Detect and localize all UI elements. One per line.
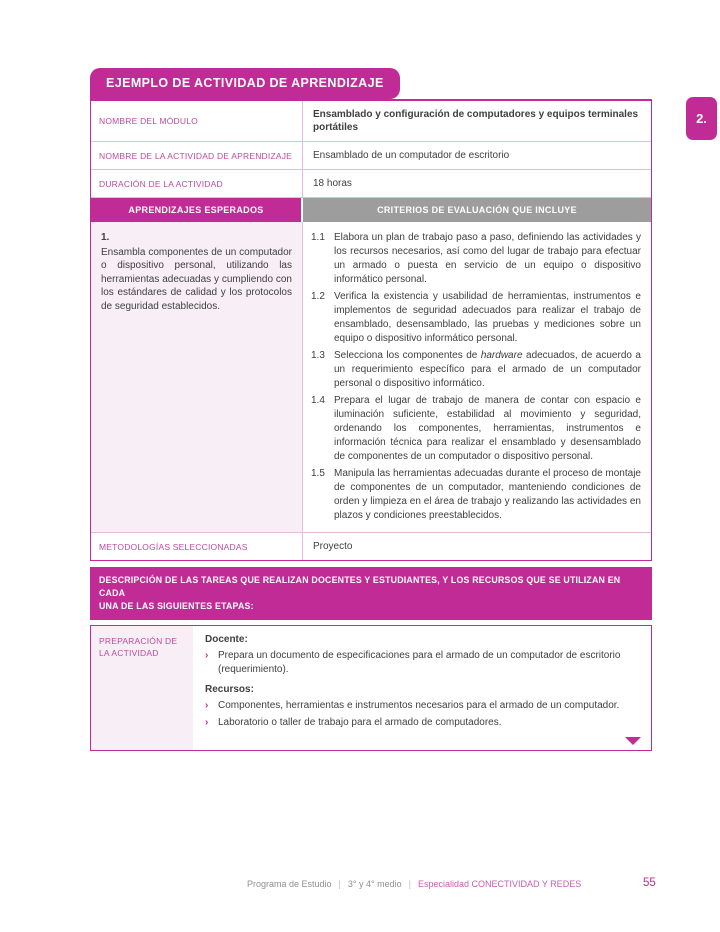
objective-cell [91,222,303,532]
info-row-label: NOMBRE DEL MÓDULO [91,101,303,141]
preparation-bullet-item [205,649,637,676]
criterion-text-segment: Verifica la existencia y usabilidad de herramientas, instrumentos e implementos de seguridad adecuados para realizar el trabajo de ensamblado, desensamblado, las pruebas y mediciones sobre un equipo o dispositivo informático personal. [334,291,641,344]
criterion-number: 1.2 [311,291,325,302]
chapter-tab-label: 2. [696,111,707,126]
footer-text [247,879,581,889]
criterion-text [334,290,641,346]
criterion-item [311,231,641,287]
page-number: 55 [643,877,656,889]
evaluation-criteria-header: CRITERIOS DE EVALUACIÓN QUE INCLUYE [303,198,651,222]
activity-title-box [90,68,400,99]
info-row-value: Ensamblado y configuración de computadores y equipos terminales portátiles [313,109,639,133]
continuation-arrow-icon [625,737,641,745]
activity-table [90,99,652,561]
criterion-item [311,349,641,391]
preparation-bullet-item [205,716,637,730]
preparation-table [90,625,652,751]
criterion-number: 1.3 [311,350,325,361]
criterion-text-segment: Prepara el lugar de trabajo de manera de contar con espacio e iluminación suficiente, estabilidad al movimiento y seguridad, ordenando los componentes, herramientas, instrumentos e información técnica para realizar el ensamblado y desensamblado de componentes de un computador o dispositivo personal. [334,395,641,462]
info-row-value: Ensamblado de un computador de escritorio [313,150,510,161]
methodology-label: METODOLOGÍAS SELECCIONADAS [91,533,303,560]
criterion-item [311,467,641,523]
document-body [90,68,652,751]
preparation-bullet-text: Prepara un documento de especificaciones para el armado de un computador de escritorio (requerimiento). [218,650,621,675]
criterion-text [334,467,641,523]
footer-program: Programa de Estudio [247,879,332,889]
criterion-item [311,394,641,464]
preparation-bullet-text: Componentes, herramientas e instrumentos necesarios para el armado de un computador. [218,700,620,711]
criterion-text [334,394,641,464]
info-row [91,101,651,141]
footer-separator: | [408,879,411,889]
footer-specialty: Especialidad CONECTIVIDAD Y REDES [417,879,582,889]
criteria-list [303,222,651,532]
bullet-icon: › [205,650,209,661]
info-row [91,169,651,197]
bullet-icon: › [205,700,209,711]
preparation-section-heading: Docente: [205,634,248,645]
info-rows [91,101,651,197]
activity-title: EJEMPLO DE ACTIVIDAD DE APRENDIZAJE [106,76,384,90]
criterion-text-segment: Elabora un plan de trabajo paso a paso, definiendo las actividades y los recursos necesarios, así como del lugar de trabajo para efectuar un armado o puesta en servicio de un equipo o dispositivo informático personal. [334,232,641,285]
preparation-label: PREPARACIÓN DE LA ACTIVIDAD [91,626,193,750]
footer-separator: | [338,879,341,889]
criterion-text [334,349,641,391]
chapter-tab [686,97,717,140]
methodology-row [91,532,651,560]
preparation-bullet-text: Laboratorio o taller de trabajo para el armado de computadores. [218,716,502,728]
criterion-text-segment: hardware [480,350,523,361]
info-row-label: NOMBRE DE LA ACTIVIDAD DE APRENDIZAJE [91,142,303,169]
criterion-number: 1.5 [311,468,325,479]
preparation-content [193,626,651,750]
objective-number: 1. [101,232,110,243]
description-band [90,567,652,620]
bullet-icon: › [205,716,209,728]
criterion-number: 1.4 [311,395,325,406]
learning-content-row [91,222,651,532]
learning-header-row [91,197,651,222]
criterion-text-segment: adecuados, de acuerdo a un requerimiento específico para el armado de un computador personal o dispositivo informático. [334,350,641,389]
criterion-item [311,290,641,346]
objective-text: Ensambla componentes de un computador o dispositivo personal, utilizando las herramientas adecuadas y cumpliendo con los estándares de calidad y los protocolos de seguridad establecidos. [101,246,292,312]
methodology-value: Proyecto [313,541,353,552]
info-row-value: 18 horas [313,178,352,189]
info-row-label: DURACIÓN DE LA ACTIVIDAD [91,170,303,197]
description-band-line: UNA DE LAS SIGUIENTES ETAPAS: [99,601,254,611]
preparation-section [205,634,637,676]
preparation-bullet-item [205,699,637,713]
expected-learning-header: APRENDIZAJES ESPERADOS [91,198,303,222]
criterion-number: 1.1 [311,232,325,243]
footer-grade: 3° y 4° medio [347,879,402,889]
page-footer [0,877,720,897]
info-row [91,141,651,169]
criterion-text-segment: Manipula las herramientas adecuadas durante el proceso de montaje de componentes de un computador, manteniendo condiciones de orden y limpieza en el área de trabajo y realizando las actividades en plazos y condiciones preestablecidos. [334,468,641,521]
description-band-line: DESCRIPCIÓN DE LAS TAREAS QUE REALIZAN DOCENTES Y ESTUDIANTES, Y LOS RECURSOS QUE SE UTILIZAN EN CADA [99,575,621,598]
criterion-text [334,231,641,287]
preparation-section-heading: Recursos: [205,684,254,695]
preparation-section [205,684,637,729]
criterion-text-segment: Selecciona los componentes de [334,350,481,361]
